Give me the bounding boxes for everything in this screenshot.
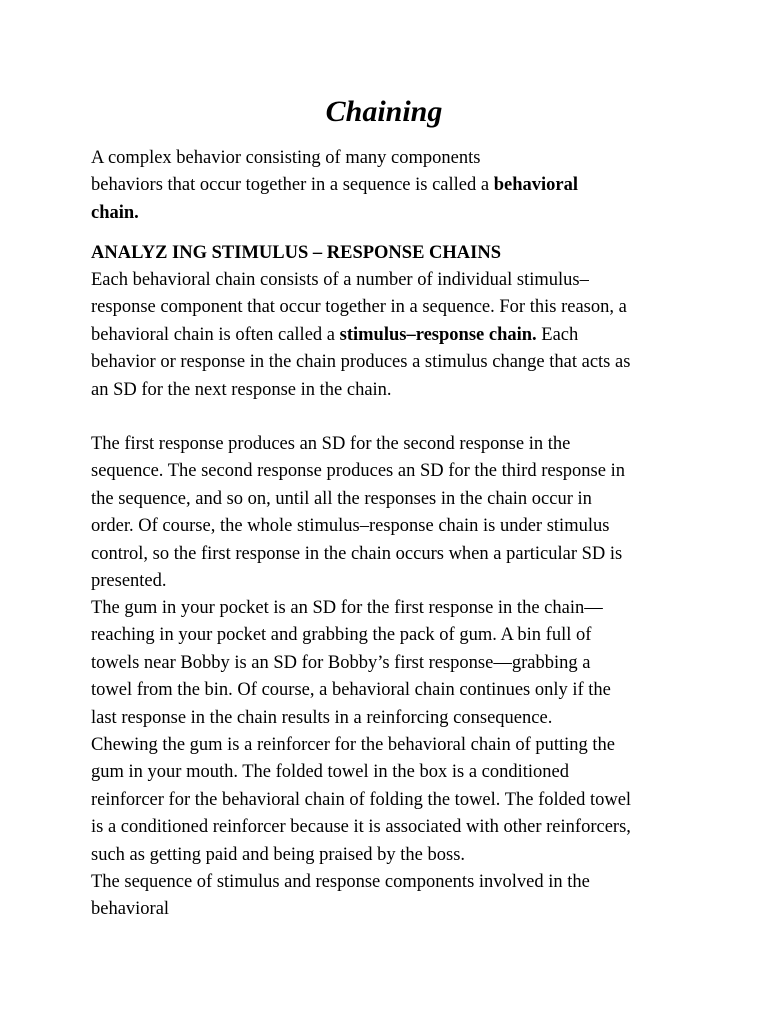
paragraph-4 xyxy=(91,732,631,869)
para2-line: control, so the first response in the chain occurs when a particular SD is xyxy=(91,543,623,564)
para1-line-4: behavior or response in the chain produces a stimulus change that acts as xyxy=(91,352,631,373)
para4-line: Chewing the gum is a reinforcer for the behavioral chain of putting the xyxy=(91,735,615,755)
para3-line: reaching in your pocket and grabbing the pack of gum. A bin full of xyxy=(91,625,592,646)
para4-line: such as getting paid and being praised by the boss. xyxy=(91,844,466,865)
para4-line: reinforcer for the behavioral chain of folding the towel. The folded towel xyxy=(91,789,632,810)
paragraph-3 xyxy=(91,595,611,732)
para1-line-5: an SD for the next response in the chain. xyxy=(91,379,392,400)
intro-line-3 xyxy=(91,200,578,227)
para1-line-3 xyxy=(91,322,630,349)
para4-line: gum in your mouth. The folded towel in the box is a conditioned xyxy=(91,762,570,783)
intro-line-2-bold: behavioral xyxy=(493,175,578,196)
para5-line: The sequence of stimulus and response components involved in the xyxy=(91,872,590,892)
para3-line: last response in the chain results in a reinforcing consequence. xyxy=(91,707,553,728)
para2-line: The first response produces an SD for the second response in the xyxy=(91,434,571,454)
para2-line: the sequence, and so on, until all the responses in the chain occur in xyxy=(91,488,592,509)
intro-line-3-bold: chain. xyxy=(91,202,139,223)
intro-paragraph xyxy=(91,145,578,227)
para4-line: is a conditioned reinforcer because it is associated with other reinforcers, xyxy=(91,817,631,838)
paragraph-1 xyxy=(91,267,630,404)
para2-line: sequence. The second response produces an SD for the third response in xyxy=(91,461,625,482)
para5-line: behavioral xyxy=(91,899,170,920)
para3-line: The gum in your pocket is an SD for the first response in the chain— xyxy=(91,598,603,618)
para1-line-3-bold: stimulus–response chain. xyxy=(339,324,537,345)
intro-line-2 xyxy=(91,172,578,199)
para3-line: towel from the bin. Of course, a behavioral chain continues only if the xyxy=(91,680,611,701)
para3-line: towels near Bobby is an SD for Bobby’s first response—grabbing a xyxy=(91,652,591,673)
paragraph-2 xyxy=(91,431,625,595)
section-heading: ANALYZ ING STIMULUS – RESPONSE CHAINS xyxy=(91,243,502,263)
para2-line: order. Of course, the whole stimulus–response chain is under stimulus xyxy=(91,516,610,537)
paragraph-5 xyxy=(91,869,590,924)
intro-line-1: A complex behavior consisting of many components xyxy=(91,148,481,168)
para1-line-2: response component that occur together in a sequence. For this reason, a xyxy=(91,297,627,318)
page-title: Chaining xyxy=(325,95,443,128)
para1-line-3-pre: behavioral chain is often called a xyxy=(91,324,340,345)
para2-line: presented. xyxy=(91,570,167,591)
intro-line-2-text: behaviors that occur together in a sequence is called a xyxy=(91,175,494,196)
para1-line-3-post: Each xyxy=(536,324,579,345)
para1-line-1: Each behavioral chain consists of a number of individual stimulus– xyxy=(91,270,589,290)
